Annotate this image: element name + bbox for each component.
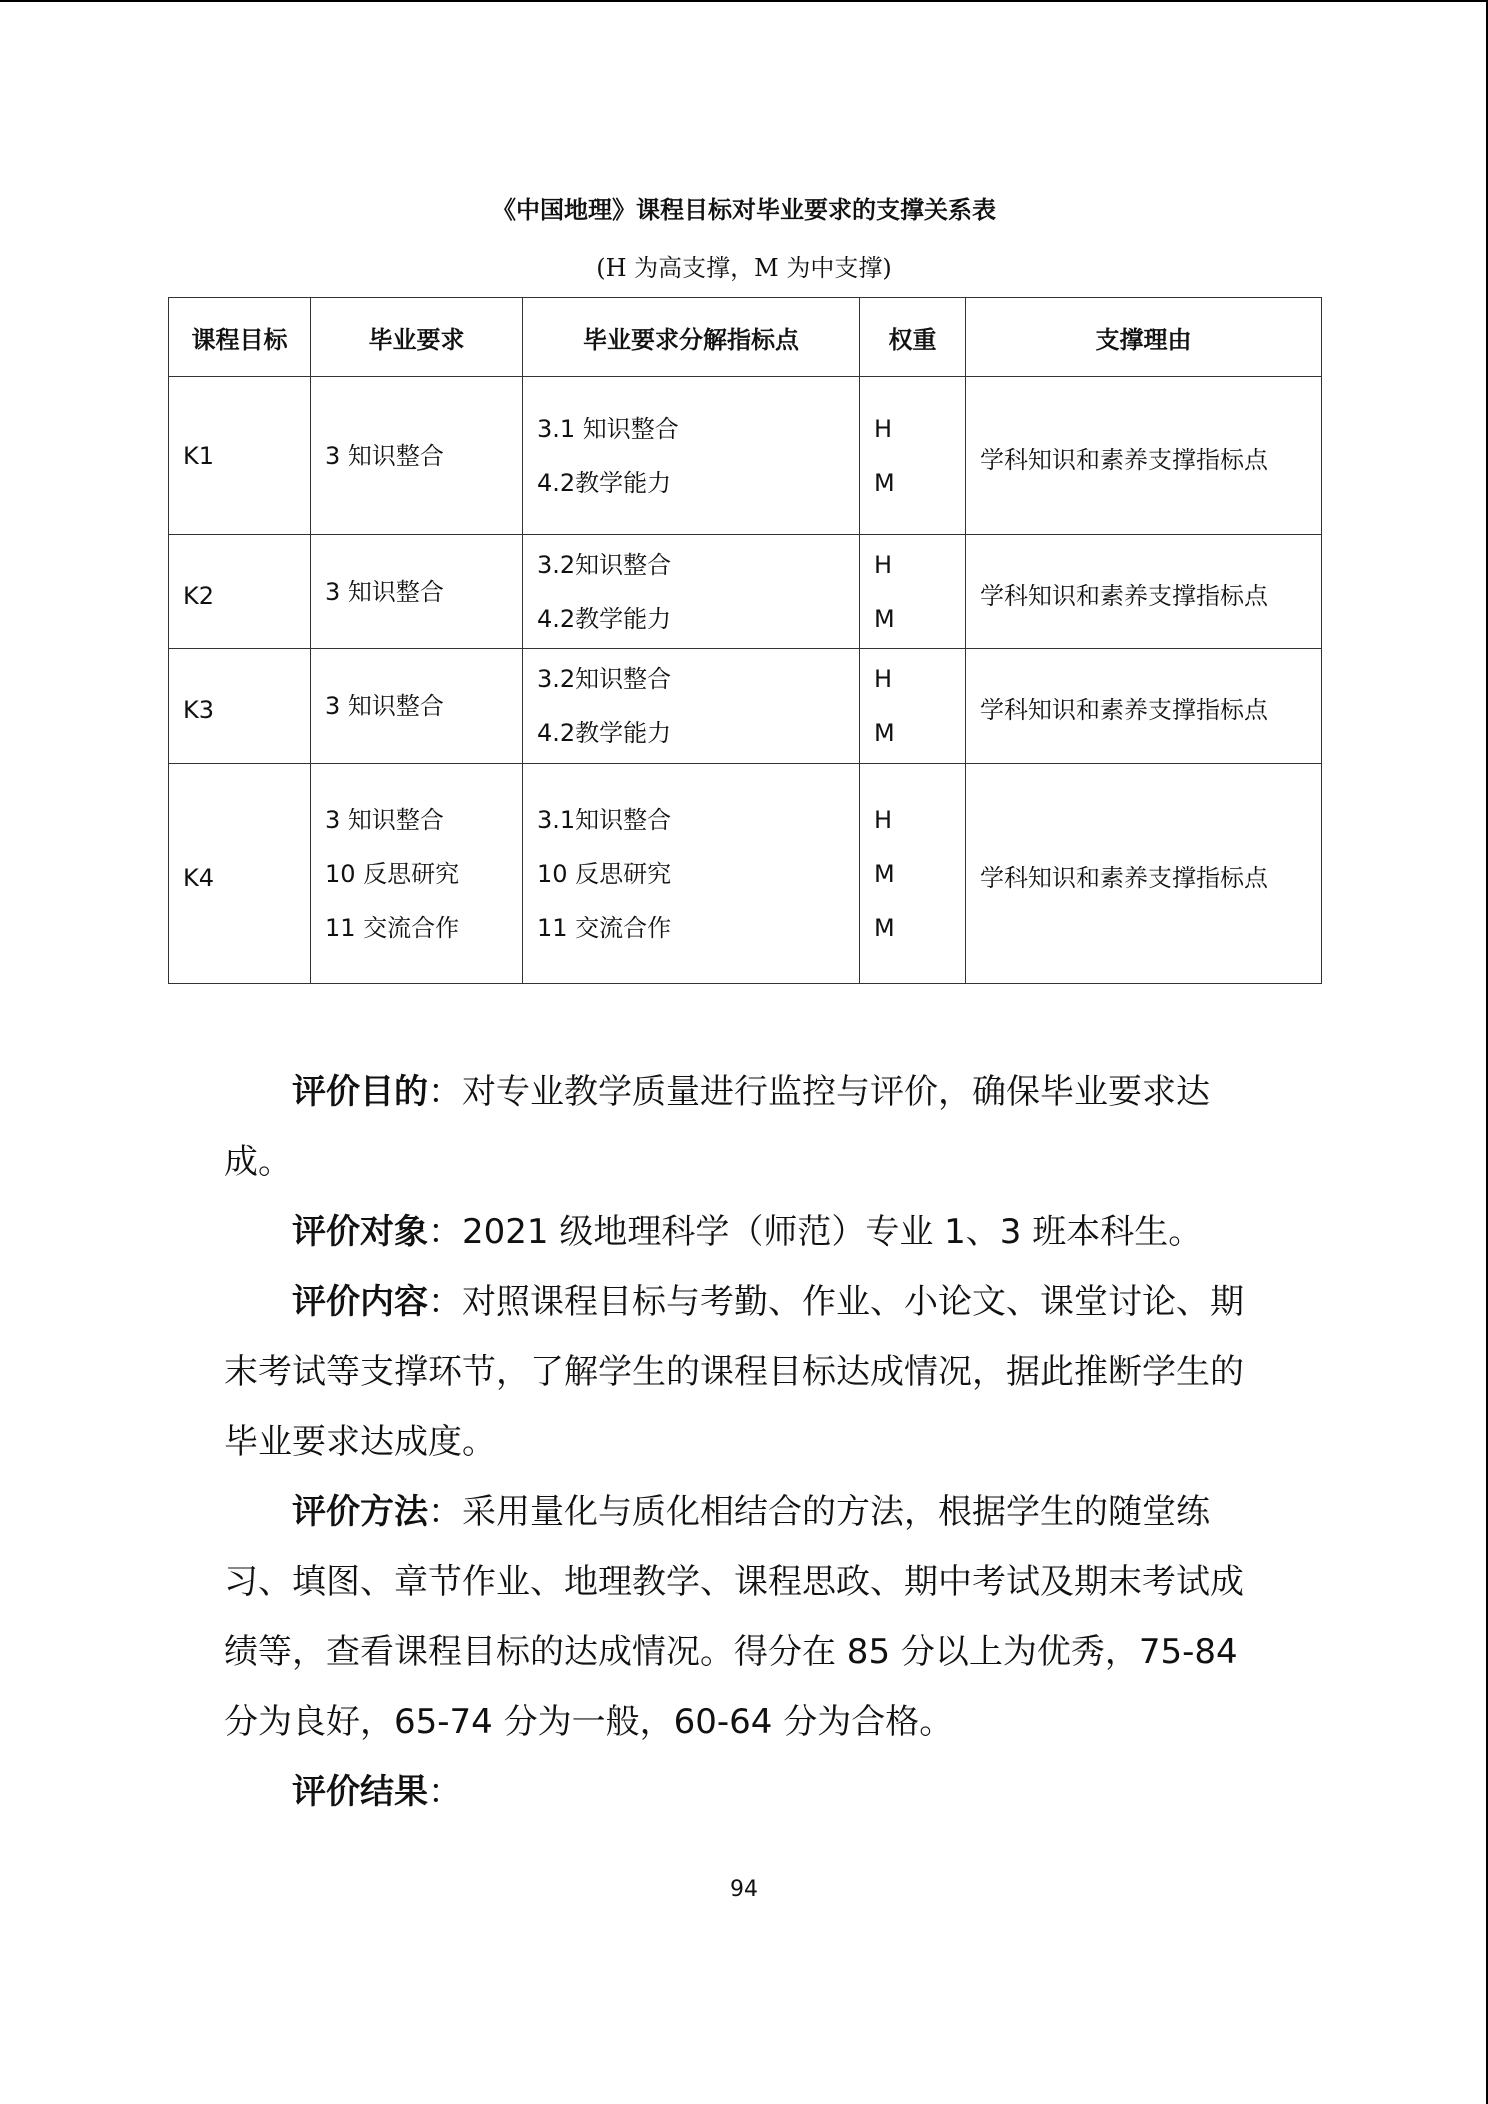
weight-item: M — [874, 913, 895, 942]
course-goal-cell — [169, 764, 311, 984]
weight-item: H — [874, 805, 893, 834]
indicator-item: 3.2知识整合 — [537, 665, 672, 693]
indicator-cell — [523, 764, 860, 984]
page-top-border — [0, 0, 1488, 2]
requirement-cell — [311, 535, 523, 649]
indicator-cell — [523, 535, 860, 649]
label-separator: ： — [428, 1212, 462, 1252]
course-goal-text: K3 — [183, 696, 215, 724]
evaluation-result-label: 评价结果 — [292, 1772, 428, 1812]
reason-text: 学科知识和素养支撑指标点 — [980, 581, 1268, 610]
indicator-item: 4.2教学能力 — [537, 468, 672, 497]
requirement-item: 3 知识整合 — [325, 805, 444, 834]
page-number: 94 — [730, 1877, 758, 1902]
weight-item: H — [874, 550, 893, 579]
header-course-goal: 课程目标 — [169, 298, 311, 377]
reason-text: 学科知识和素养支撑指标点 — [980, 445, 1268, 474]
header-support-reason: 支撑理由 — [966, 298, 1322, 377]
evaluation-result-paragraph — [224, 1757, 1264, 1827]
course-goal-text: K4 — [183, 863, 215, 892]
weight-cell — [860, 535, 966, 649]
weight-item: M — [874, 468, 895, 497]
evaluation-content-text: 对照课程目标与考勤、作业、小论文、课堂讨论、期末考试等支撑环节，了解学生的课程目标达成情况，据此推断学生的毕业要求达成度。 — [224, 1282, 1244, 1462]
header-indicator: 毕业要求分解指标点 — [523, 298, 860, 377]
evaluation-target-paragraph — [224, 1197, 1264, 1267]
table-subtitle: (H 为高支撑，M 为中支撑) — [596, 254, 892, 282]
evaluation-purpose-paragraph — [224, 1057, 1264, 1197]
table-row — [169, 764, 1322, 984]
weight-cell — [860, 764, 966, 984]
evaluation-method-paragraph — [224, 1477, 1264, 1757]
requirement-cell — [311, 649, 523, 764]
table-header-row — [169, 298, 1322, 377]
indicator-cell — [523, 377, 860, 535]
indicator-item: 4.2教学能力 — [537, 719, 672, 747]
requirement-item: 3 知识整合 — [325, 577, 444, 606]
reason-cell — [966, 764, 1322, 984]
header-graduation-requirement: 毕业要求 — [311, 298, 523, 377]
indicator-item: 10 反思研究 — [537, 859, 672, 888]
requirement-item: 3 知识整合 — [325, 692, 444, 720]
course-goal-cell: K1 — [169, 377, 311, 535]
evaluation-method-label: 评价方法 — [292, 1492, 428, 1532]
requirement-cell — [311, 377, 523, 535]
weight-item: H — [874, 665, 893, 693]
evaluation-target-text: 2021 级地理科学（师范）专业 1、3 班本科生。 — [462, 1212, 1203, 1252]
requirement-cell — [311, 764, 523, 984]
weight-item: M — [874, 604, 895, 633]
course-goal-cell — [169, 649, 311, 764]
evaluation-purpose-label: 评价目的 — [292, 1072, 428, 1112]
weight-item: M — [874, 859, 895, 888]
label-separator: ： — [428, 1772, 462, 1812]
header-weight: 权重 — [860, 298, 966, 377]
weight-cell — [860, 649, 966, 764]
reason-text: 学科知识和素养支撑指标点 — [980, 863, 1268, 892]
course-goal-text: K2 — [183, 581, 215, 610]
evaluation-method-text: 采用量化与质化相结合的方法，根据学生的随堂练习、填图、章节作业、地理教学、课程思政、期中考试及期末考试成绩等，查看课程目标的达成情况。得分在 85 分以上为优秀，75-84 分为良好，65-74 分为一般，60-64 分为合格。 — [224, 1492, 1244, 1742]
weight-cell — [860, 377, 966, 535]
indicator-item: 3.1 知识整合 — [537, 414, 679, 443]
label-separator: ： — [428, 1282, 462, 1322]
label-separator: ： — [428, 1072, 462, 1112]
table-row — [169, 377, 1322, 535]
course-goal-cell — [169, 535, 311, 649]
table-row — [169, 535, 1322, 649]
table-title: 《中国地理》课程目标对毕业要求的支撑关系表 — [492, 196, 996, 224]
evaluation-content-paragraph — [224, 1267, 1264, 1477]
indicator-item: 3.2知识整合 — [537, 550, 672, 579]
weight-item: M — [874, 719, 895, 747]
indicator-item: 4.2教学能力 — [537, 604, 672, 633]
indicator-item: 3.1知识整合 — [537, 805, 672, 834]
indicator-item: 11 交流合作 — [537, 913, 672, 942]
support-relationship-table — [168, 297, 1322, 984]
weight-item: H — [874, 414, 893, 443]
indicator-cell — [523, 649, 860, 764]
requirement-item: 10 反思研究 — [325, 859, 460, 888]
evaluation-target-label: 评价对象 — [292, 1212, 428, 1252]
requirement-item: 11 交流合作 — [325, 913, 460, 942]
reason-cell — [966, 535, 1322, 649]
reason-cell — [966, 377, 1322, 535]
label-separator: ： — [428, 1492, 462, 1532]
evaluation-section — [224, 1057, 1264, 1827]
reason-cell — [966, 649, 1322, 764]
requirement-item: 3 知识整合 — [325, 441, 444, 470]
evaluation-content-label: 评价内容 — [292, 1282, 428, 1322]
table-row — [169, 649, 1322, 764]
reason-text: 学科知识和素养支撑指标点 — [980, 696, 1268, 724]
evaluation-purpose-text: 对专业教学质量进行监控与评价，确保毕业要求达成。 — [224, 1072, 1210, 1182]
